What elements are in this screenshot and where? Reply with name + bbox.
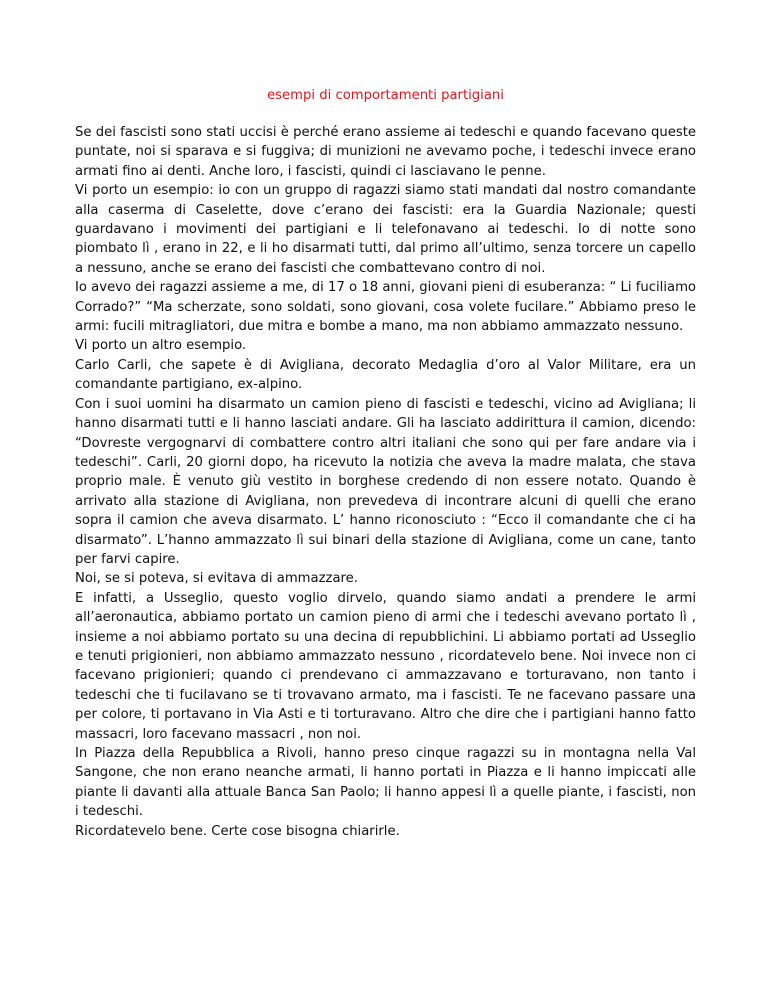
paragraph: E infatti, a Usseglio, questo voglio dirvelo, quando siamo andati a prendere le armi all’aeronautica, abbiamo portato un camion pieno di armi che i tedeschi avevano portato lì , insieme a noi abbiamo portato su una decina di repubblichini. Li abbiamo portati ad Usseglio e tenuti prigionieri, non abbiamo ammazzato nessuno , ricordatevelo bene. Noi invece non ci facevano prigionieri; quando ci prendevano ci ammazzavano e torturavano, non tanto i tedeschi che ti fucilavano se ti trovavano armato, ma i fascisti. Te ne facevano passare una per colore, ti portavano in Via Asti e ti torturavano. Altro che dire che i partigiani hanno fatto massacri, loro facevano massacri , non noi. bbox=[75, 590, 696, 742]
paragraph: Con i suoi uomini ha disarmato un camion pieno di fascisti e tedeschi, vicino ad Avigliana; li hanno disarmati tutti e li hanno lasciati andare. Gli ha lasciato addirittura il camion, dicendo: “Dovreste vergognarvi di combattere contro altri italiani che sono qui per fare andare via i tedeschi”. Carli, 20 giorni dopo, ha ricevuto la notizia che aveva la madre malata, che stava proprio male. È venuto giù vestito in borghese credendo di non essere notato. Quando è arrivato alla stazione di Avigliana, non prevedeva di incontrare alcuni di quelli che erano sopra il camion che aveva disarmato. L’ hanno riconosciuto : “Ecco il comandante che ci ha disarmato”. L’hanno ammazzato lì sui binari della stazione di Avigliana, come un cane, tanto per farvi capire. bbox=[75, 396, 696, 567]
paragraph: Io avevo dei ragazzi assieme a me, di 17 o 18 anni, giovani pieni di esuberanza: “ Li fuciliamo Corrado?” “Ma scherzate, sono soldati, sono giovani, cosa volete fucilare.” Abbiamo preso le armi: fucili mitragliatori, due mitra e bombe a mano, ma non abbiamo ammazzato nessuno. bbox=[75, 280, 696, 335]
paragraph: Vi porto un esempio: io con un gruppo di ragazzi siamo stati mandati dal nostro comandante alla caserma di Caselette, dove c’erano dei fascisti: era la Guardia Nazionale; questi guardavano i movimenti dei partigiani e li telefonavano ai tedeschi. Io di notte sono piombato lì , erano in 22, e li ho disarmati tutti, dal primo all’ultimo, senza torcere un capello a nessuno, anche se erano dei fascisti che combattevano contro di noi. bbox=[75, 183, 696, 276]
document-title: esempi di comportamenti partigiani bbox=[267, 88, 504, 103]
paragraph: Se dei fascisti sono stati uccisi è perché erano assieme ai tedeschi e quando facevano queste puntate, noi si sparava e si fuggiva; di munizioni ne avevamo poche, i tedeschi invece erano armati fino ai denti. Anche loro, i fascisti, quindi ci lasciavano le penne. bbox=[75, 125, 696, 179]
paragraph: Carlo Carli, che sapete è di Avigliana, decorato Medaglia d’oro al Valor Militare, era un comandante partigiano, ex-alpino. bbox=[75, 357, 696, 393]
paragraph: Vi porto un altro esempio. bbox=[75, 338, 247, 354]
document-page bbox=[75, 86, 696, 841]
paragraph: Ricordatevelo bene. Certe cose bisogna chiarirle. bbox=[75, 823, 400, 839]
paragraph: Noi, se si poteva, si evitava di ammazzare. bbox=[75, 571, 358, 587]
document-body bbox=[75, 123, 696, 841]
paragraph: In Piazza della Repubblica a Rivoli, hanno preso cinque ragazzi su in montagna nella Val Sangone, che non erano neanche armati, li hanno portati in Piazza e li hanno impiccati alle piante li davanti alla attuale Banca San Paolo; li hanno appesi lì a quelle piante, i fascisti, non i tedeschi. bbox=[75, 746, 696, 820]
